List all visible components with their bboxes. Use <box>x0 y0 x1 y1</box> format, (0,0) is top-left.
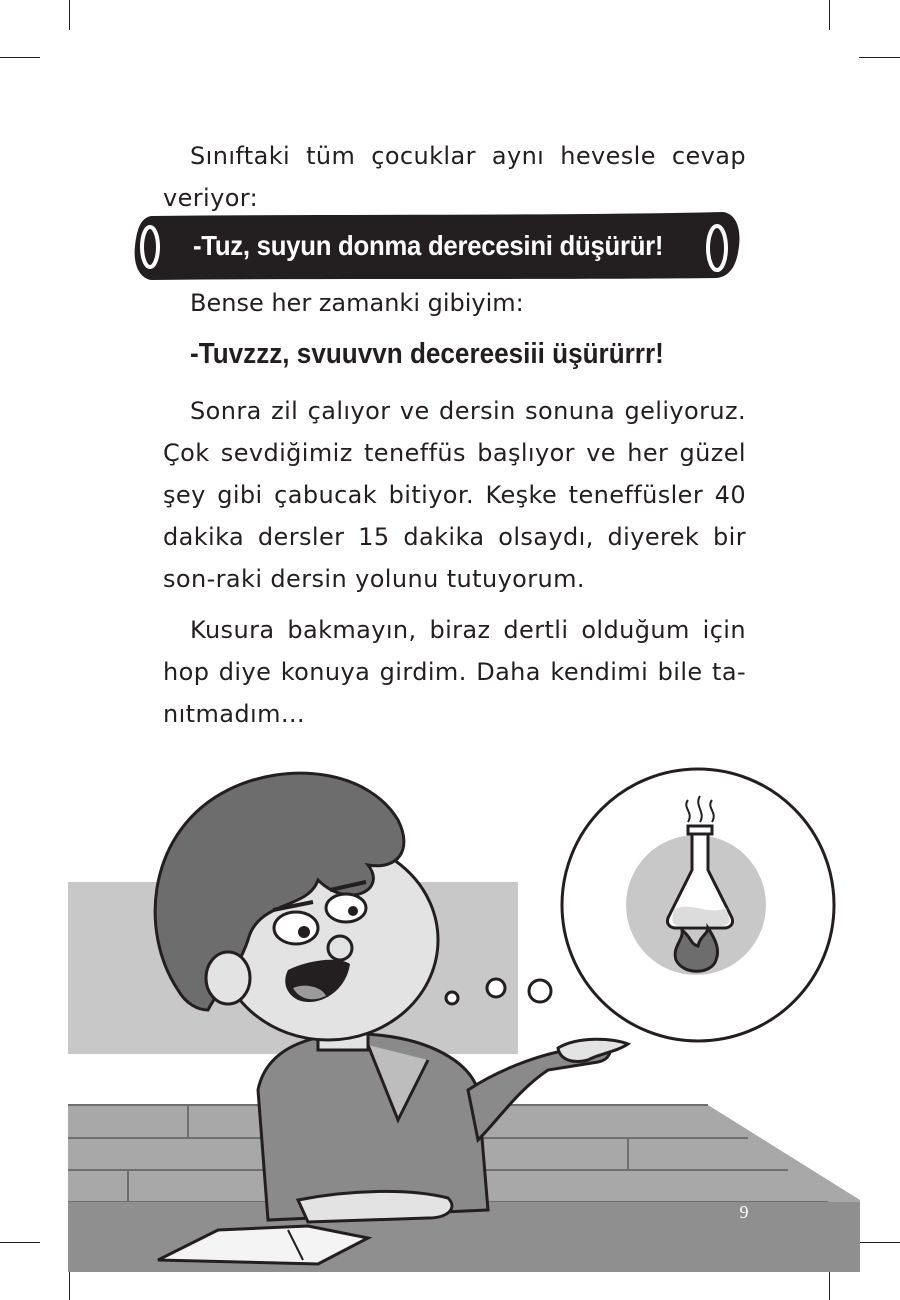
boy-at-desk-illustration <box>68 760 860 1272</box>
crop-mark-top-left-h <box>0 57 40 58</box>
crop-mark-top-left-v <box>69 0 70 30</box>
page-number: 9 <box>739 1202 749 1222</box>
paragraph-me-line: Bense her zamanki gibiyim: <box>190 289 524 317</box>
crop-mark-bottom-left-h <box>0 1242 40 1243</box>
crop-mark-bottom-right-v <box>829 1272 830 1300</box>
crop-mark-bottom-left-v <box>69 1272 70 1300</box>
crop-mark-bottom-right-h <box>859 1242 900 1243</box>
boy-left-eye <box>274 912 318 944</box>
paragraph-apology: Kusura bakmayın, biraz dertli olduğum için hop diye konuya girdim. Daha kendimi bile ta-nıtmadım... <box>163 616 746 728</box>
mispronounced-quote: -Tuvzzz, svuuvvn decereesiii üşürürrr! <box>190 338 664 370</box>
banner-quote-text: -Tuz, suyun donma derecesini düşürür! <box>193 230 664 261</box>
paragraph-intro: Sınıftaki tüm çocuklar aynı hevesle cevap veriyor: <box>163 142 746 212</box>
thought-dot-medium <box>487 979 505 997</box>
boy-right-eye <box>326 894 366 922</box>
crop-mark-top-right-v <box>829 0 830 30</box>
thought-dot-large <box>529 980 551 1002</box>
thought-dot-small <box>446 992 458 1004</box>
crop-mark-top-right-h <box>859 57 900 58</box>
paragraph-bell: Sonra zil çalıyor ve dersin sonuna geliyoruz. Çok sevdiğimiz teneffüs başlıyor ve her güzel şey gibi çabucak bitiyor. Keşke teneffüsler 40 dakika dersler 15 dakika olsaydı, diyerek bir son-raki dersin yolunu tutuyorum. <box>163 397 746 593</box>
boy-open-hand <box>558 1039 628 1061</box>
